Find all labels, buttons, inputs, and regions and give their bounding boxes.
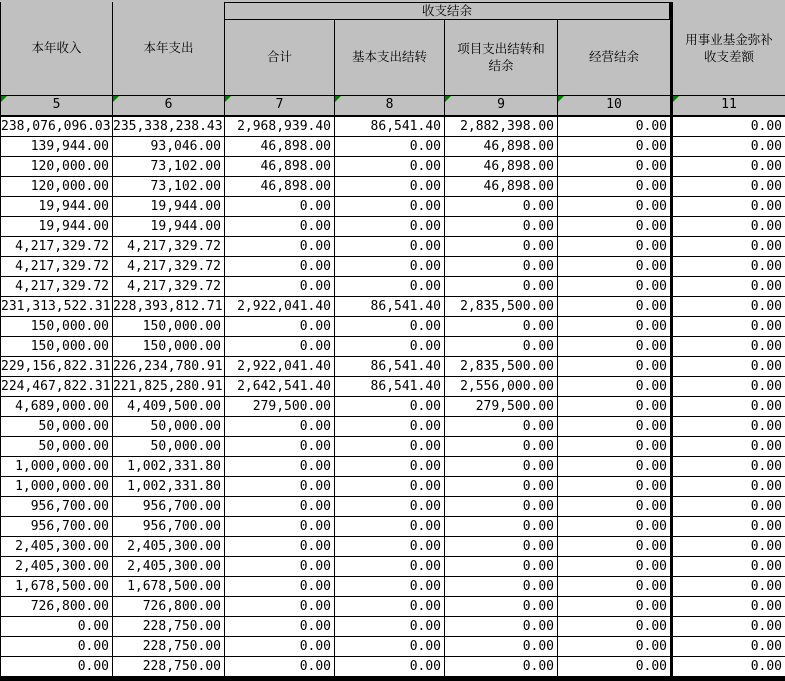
data-cell[interactable]: 238,076,096.03: [0, 117, 113, 137]
header-current-year-expense[interactable]: 本年支出: [113, 2, 225, 96]
data-cell[interactable]: 2,556,000.00: [445, 377, 558, 397]
data-cell[interactable]: 0.00: [670, 117, 785, 137]
data-cell[interactable]: 0.00: [0, 657, 113, 677]
data-cell[interactable]: 0.00: [335, 257, 445, 277]
data-cell[interactable]: 0.00: [670, 377, 785, 397]
data-cell[interactable]: 50,000.00: [113, 417, 225, 437]
data-cell[interactable]: 0.00: [558, 337, 670, 357]
data-cell[interactable]: 956,700.00: [113, 497, 225, 517]
data-cell[interactable]: 0.00: [445, 497, 558, 517]
data-cell[interactable]: 73,102.00: [113, 177, 225, 197]
data-cell[interactable]: 0.00: [558, 117, 670, 137]
data-cell[interactable]: 0.00: [670, 237, 785, 257]
data-cell[interactable]: 279,500.00: [225, 397, 335, 417]
data-cell[interactable]: 150,000.00: [0, 317, 113, 337]
data-cell[interactable]: 0.00: [225, 237, 335, 257]
data-cell[interactable]: 0.00: [335, 237, 445, 257]
data-cell[interactable]: 0.00: [558, 217, 670, 237]
data-cell[interactable]: 0.00: [335, 137, 445, 157]
column-number: 5: [52, 97, 61, 112]
data-cell[interactable]: 0.00: [445, 217, 558, 237]
data-cell[interactable]: 0.00: [225, 337, 335, 357]
data-cell[interactable]: 0.00: [445, 417, 558, 437]
data-cell[interactable]: 0.00: [670, 357, 785, 377]
data-cell[interactable]: 0.00: [445, 637, 558, 657]
column-number-cell[interactable]: [113, 96, 225, 117]
data-cell[interactable]: 86,541.40: [335, 377, 445, 397]
data-cell[interactable]: 19,944.00: [113, 197, 225, 217]
data-cell[interactable]: 0.00: [445, 537, 558, 557]
data-cell[interactable]: 120,000.00: [0, 157, 113, 177]
data-cell[interactable]: 0.00: [445, 597, 558, 617]
data-cell[interactable]: 2,968,939.40: [225, 117, 335, 137]
data-cell[interactable]: 2,835,500.00: [445, 357, 558, 377]
data-cell[interactable]: 2,405,300.00: [113, 557, 225, 577]
data-cell[interactable]: 0.00: [558, 297, 670, 317]
data-cell[interactable]: 0.00: [0, 617, 113, 637]
data-cell[interactable]: 86,541.40: [335, 357, 445, 377]
data-cell[interactable]: 279,500.00: [445, 397, 558, 417]
data-cell[interactable]: 0.00: [670, 557, 785, 577]
data-cell[interactable]: 4,689,000.00: [0, 397, 113, 417]
data-cell[interactable]: 221,825,280.91: [113, 377, 225, 397]
data-cell[interactable]: 0.00: [225, 657, 335, 677]
data-cell[interactable]: 0.00: [558, 277, 670, 297]
data-cell[interactable]: 150,000.00: [113, 317, 225, 337]
data-cell[interactable]: 19,944.00: [113, 217, 225, 237]
data-cell[interactable]: 0.00: [225, 617, 335, 637]
data-cell[interactable]: 1,002,331.80: [113, 457, 225, 477]
data-cell[interactable]: 0.00: [445, 577, 558, 597]
data-cell[interactable]: 0.00: [225, 497, 335, 517]
data-cell[interactable]: 2,405,300.00: [0, 537, 113, 557]
data-cell[interactable]: 0.00: [225, 417, 335, 437]
header-operating-balance[interactable]: 经营结余: [558, 20, 670, 96]
data-cell[interactable]: 0.00: [335, 597, 445, 617]
data-cell[interactable]: 1,678,500.00: [113, 577, 225, 597]
data-cell[interactable]: 0.00: [670, 497, 785, 517]
data-cell[interactable]: 228,750.00: [113, 657, 225, 677]
data-cell[interactable]: 0.00: [225, 537, 335, 557]
data-cell[interactable]: 0.00: [558, 177, 670, 197]
column-number: 6: [164, 97, 173, 112]
data-cell[interactable]: 726,800.00: [0, 597, 113, 617]
data-cell[interactable]: 0.00: [445, 317, 558, 337]
data-cell[interactable]: 229,156,822.31: [0, 357, 113, 377]
data-cell[interactable]: 228,750.00: [113, 617, 225, 637]
data-cell[interactable]: 0.00: [225, 517, 335, 537]
column-number-cell[interactable]: [670, 96, 785, 117]
data-cell[interactable]: 0.00: [558, 137, 670, 157]
data-cell[interactable]: 46,898.00: [445, 137, 558, 157]
data-cell[interactable]: 0.00: [670, 657, 785, 677]
data-cell[interactable]: 0.00: [670, 157, 785, 177]
data-cell[interactable]: 0.00: [335, 497, 445, 517]
column-number-cell[interactable]: [558, 96, 670, 117]
header-group-balance[interactable]: 收支结余: [225, 2, 670, 20]
data-cell[interactable]: 0.00: [670, 617, 785, 637]
data-cell[interactable]: 0.00: [558, 457, 670, 477]
data-cell[interactable]: 0.00: [670, 477, 785, 497]
data-cell[interactable]: 0.00: [445, 477, 558, 497]
column-number-cell[interactable]: [0, 96, 113, 117]
data-cell[interactable]: 0.00: [670, 257, 785, 277]
data-cell[interactable]: 46,898.00: [225, 157, 335, 177]
data-cell[interactable]: 0.00: [558, 617, 670, 637]
data-cell[interactable]: 0.00: [225, 557, 335, 577]
data-cell[interactable]: 0.00: [670, 417, 785, 437]
data-cell[interactable]: 0.00: [670, 137, 785, 157]
data-cell[interactable]: 2,642,541.40: [225, 377, 335, 397]
data-cell[interactable]: 726,800.00: [113, 597, 225, 617]
data-cell[interactable]: 0.00: [335, 517, 445, 537]
data-cell[interactable]: 0.00: [445, 277, 558, 297]
error-indicator-triangle-icon: [673, 96, 679, 102]
data-cell[interactable]: 46,898.00: [445, 157, 558, 177]
data-cell[interactable]: 0.00: [670, 217, 785, 237]
data-cell[interactable]: 1,000,000.00: [0, 457, 113, 477]
data-cell[interactable]: 0.00: [558, 597, 670, 617]
data-cell[interactable]: 0.00: [225, 457, 335, 477]
data-cell[interactable]: 0.00: [335, 577, 445, 597]
data-cell[interactable]: 86,541.40: [335, 117, 445, 137]
data-cell[interactable]: 0.00: [558, 357, 670, 377]
data-cell[interactable]: 0.00: [335, 277, 445, 297]
data-cell[interactable]: 0.00: [335, 637, 445, 657]
data-cell[interactable]: 231,313,522.31: [0, 297, 113, 317]
data-cell[interactable]: 0.00: [335, 397, 445, 417]
data-cell[interactable]: 0.00: [225, 477, 335, 497]
data-cell[interactable]: 4,217,329.72: [113, 277, 225, 297]
data-cell[interactable]: 0.00: [335, 317, 445, 337]
data-cell[interactable]: 19,944.00: [0, 217, 113, 237]
data-cell[interactable]: 50,000.00: [0, 417, 113, 437]
data-cell[interactable]: 956,700.00: [0, 517, 113, 537]
data-cell[interactable]: 2,405,300.00: [113, 537, 225, 557]
data-cell[interactable]: 50,000.00: [113, 437, 225, 457]
data-cell[interactable]: 1,000,000.00: [0, 477, 113, 497]
data-cell[interactable]: 0.00: [0, 637, 113, 657]
data-cell[interactable]: 46,898.00: [225, 137, 335, 157]
header-current-year-income[interactable]: 本年收入: [0, 2, 113, 96]
header-project-carryover[interactable]: 项目支出结转和结余: [445, 20, 558, 96]
data-cell[interactable]: 0.00: [670, 317, 785, 337]
data-cell[interactable]: 0.00: [558, 477, 670, 497]
data-cell[interactable]: 0.00: [445, 517, 558, 537]
data-cell[interactable]: 0.00: [225, 597, 335, 617]
data-cell[interactable]: 0.00: [558, 557, 670, 577]
data-cell[interactable]: 4,409,500.00: [113, 397, 225, 417]
data-cell[interactable]: 0.00: [335, 217, 445, 237]
data-cell[interactable]: 0.00: [445, 257, 558, 277]
data-cell[interactable]: 956,700.00: [0, 497, 113, 517]
data-cell[interactable]: 0.00: [670, 277, 785, 297]
data-cell[interactable]: 0.00: [670, 437, 785, 457]
data-cell[interactable]: 0.00: [225, 317, 335, 337]
data-cell[interactable]: 2,835,500.00: [445, 297, 558, 317]
data-cell[interactable]: 0.00: [335, 157, 445, 177]
data-cell[interactable]: 235,338,238.43: [113, 117, 225, 137]
data-cell[interactable]: 0.00: [445, 437, 558, 457]
column-number: 8: [385, 97, 394, 112]
data-cell[interactable]: 0.00: [225, 577, 335, 597]
data-cell[interactable]: 0.00: [335, 537, 445, 557]
error-indicator-triangle-icon: [113, 96, 119, 102]
data-cell[interactable]: 0.00: [335, 617, 445, 637]
data-cell[interactable]: 4,217,329.72: [0, 277, 113, 297]
data-cell[interactable]: 0.00: [558, 257, 670, 277]
data-cell[interactable]: 0.00: [558, 637, 670, 657]
data-cell[interactable]: 0.00: [335, 437, 445, 457]
column-number-cell[interactable]: [335, 96, 445, 117]
data-cell[interactable]: 0.00: [445, 557, 558, 577]
data-cell[interactable]: 0.00: [670, 637, 785, 657]
data-cell[interactable]: 0.00: [558, 157, 670, 177]
data-cell[interactable]: 93,046.00: [113, 137, 225, 157]
data-cell[interactable]: 0.00: [558, 317, 670, 337]
data-cell[interactable]: 0.00: [670, 397, 785, 417]
data-cell[interactable]: 50,000.00: [0, 437, 113, 457]
data-cell[interactable]: 0.00: [225, 217, 335, 237]
data-cell[interactable]: 228,750.00: [113, 637, 225, 657]
error-indicator-triangle-icon: [1, 96, 7, 102]
data-cell[interactable]: 956,700.00: [113, 517, 225, 537]
data-cell[interactable]: 2,922,041.40: [225, 357, 335, 377]
data-cell[interactable]: 0.00: [670, 297, 785, 317]
data-cell[interactable]: 0.00: [670, 337, 785, 357]
data-cell[interactable]: 0.00: [225, 637, 335, 657]
column-number: 10: [606, 97, 622, 112]
data-cell[interactable]: 0.00: [445, 617, 558, 637]
error-indicator-triangle-icon: [558, 96, 564, 102]
data-cell[interactable]: 0.00: [445, 457, 558, 477]
data-cell[interactable]: 0.00: [670, 457, 785, 477]
data-cell[interactable]: 139,944.00: [0, 137, 113, 157]
data-cell[interactable]: 1,002,331.80: [113, 477, 225, 497]
data-cell[interactable]: 224,467,822.31: [0, 377, 113, 397]
data-cell[interactable]: 0.00: [335, 417, 445, 437]
data-cell[interactable]: 150,000.00: [0, 337, 113, 357]
data-cell[interactable]: 0.00: [335, 457, 445, 477]
data-cell[interactable]: 228,393,812.71: [113, 297, 225, 317]
data-cell[interactable]: 0.00: [335, 657, 445, 677]
data-cell[interactable]: 4,217,329.72: [0, 237, 113, 257]
data-cell[interactable]: 226,234,780.91: [113, 357, 225, 377]
data-cell[interactable]: 0.00: [445, 657, 558, 677]
data-cell[interactable]: 4,217,329.72: [113, 257, 225, 277]
data-cell[interactable]: 0.00: [558, 437, 670, 457]
data-cell[interactable]: 0.00: [670, 537, 785, 557]
data-cell[interactable]: 0.00: [445, 237, 558, 257]
header-balance-total[interactable]: 合计: [225, 20, 335, 96]
data-cell[interactable]: 0.00: [335, 337, 445, 357]
data-cell[interactable]: 0.00: [670, 517, 785, 537]
data-cell[interactable]: 0.00: [670, 177, 785, 197]
data-cell[interactable]: 0.00: [558, 377, 670, 397]
data-cell[interactable]: 0.00: [335, 477, 445, 497]
data-cell[interactable]: 0.00: [225, 437, 335, 457]
data-cell[interactable]: 0.00: [558, 517, 670, 537]
column-number-cell[interactable]: [445, 96, 558, 117]
data-cell[interactable]: 0.00: [445, 337, 558, 357]
column-number: 11: [721, 97, 737, 112]
data-cell[interactable]: 0.00: [225, 197, 335, 217]
data-cell[interactable]: 19,944.00: [0, 197, 113, 217]
data-cell[interactable]: 0.00: [335, 177, 445, 197]
header-fund-offset[interactable]: 用事业基金弥补收支差额: [670, 2, 785, 96]
data-cell[interactable]: 150,000.00: [113, 337, 225, 357]
data-cell[interactable]: 0.00: [670, 197, 785, 217]
error-indicator-triangle-icon: [445, 96, 451, 102]
data-cell[interactable]: 0.00: [225, 277, 335, 297]
data-cell[interactable]: 2,922,041.40: [225, 297, 335, 317]
data-cell[interactable]: 0.00: [225, 257, 335, 277]
data-cell[interactable]: 46,898.00: [445, 177, 558, 197]
data-cell[interactable]: 73,102.00: [113, 157, 225, 177]
header-basic-carryover[interactable]: 基本支出结转: [335, 20, 445, 96]
data-cell[interactable]: 46,898.00: [225, 177, 335, 197]
data-cell[interactable]: 0.00: [558, 197, 670, 217]
data-cell[interactable]: 0.00: [670, 597, 785, 617]
data-cell[interactable]: 0.00: [558, 577, 670, 597]
data-cell[interactable]: 2,882,398.00: [445, 117, 558, 137]
data-cell[interactable]: 0.00: [558, 537, 670, 557]
column-number: 9: [497, 97, 505, 112]
data-cell[interactable]: 86,541.40: [335, 297, 445, 317]
column-number: 7: [275, 97, 284, 112]
data-cell[interactable]: 120,000.00: [0, 177, 113, 197]
data-cell[interactable]: 0.00: [558, 657, 670, 677]
data-cell[interactable]: 0.00: [558, 397, 670, 417]
data-cell[interactable]: 0.00: [670, 577, 785, 597]
data-cell[interactable]: 4,217,329.72: [0, 257, 113, 277]
error-indicator-triangle-icon: [225, 96, 231, 102]
data-cell[interactable]: 0.00: [558, 497, 670, 517]
data-cell[interactable]: 0.00: [445, 197, 558, 217]
data-cell[interactable]: 2,405,300.00: [0, 557, 113, 577]
data-cell[interactable]: 1,678,500.00: [0, 577, 113, 597]
data-cell[interactable]: 0.00: [558, 237, 670, 257]
column-number-cell[interactable]: [225, 96, 335, 117]
error-indicator-triangle-icon: [335, 96, 341, 102]
data-cell[interactable]: 0.00: [558, 417, 670, 437]
data-cell[interactable]: 0.00: [335, 557, 445, 577]
data-cell[interactable]: 4,217,329.72: [113, 237, 225, 257]
data-cell[interactable]: 0.00: [335, 197, 445, 217]
